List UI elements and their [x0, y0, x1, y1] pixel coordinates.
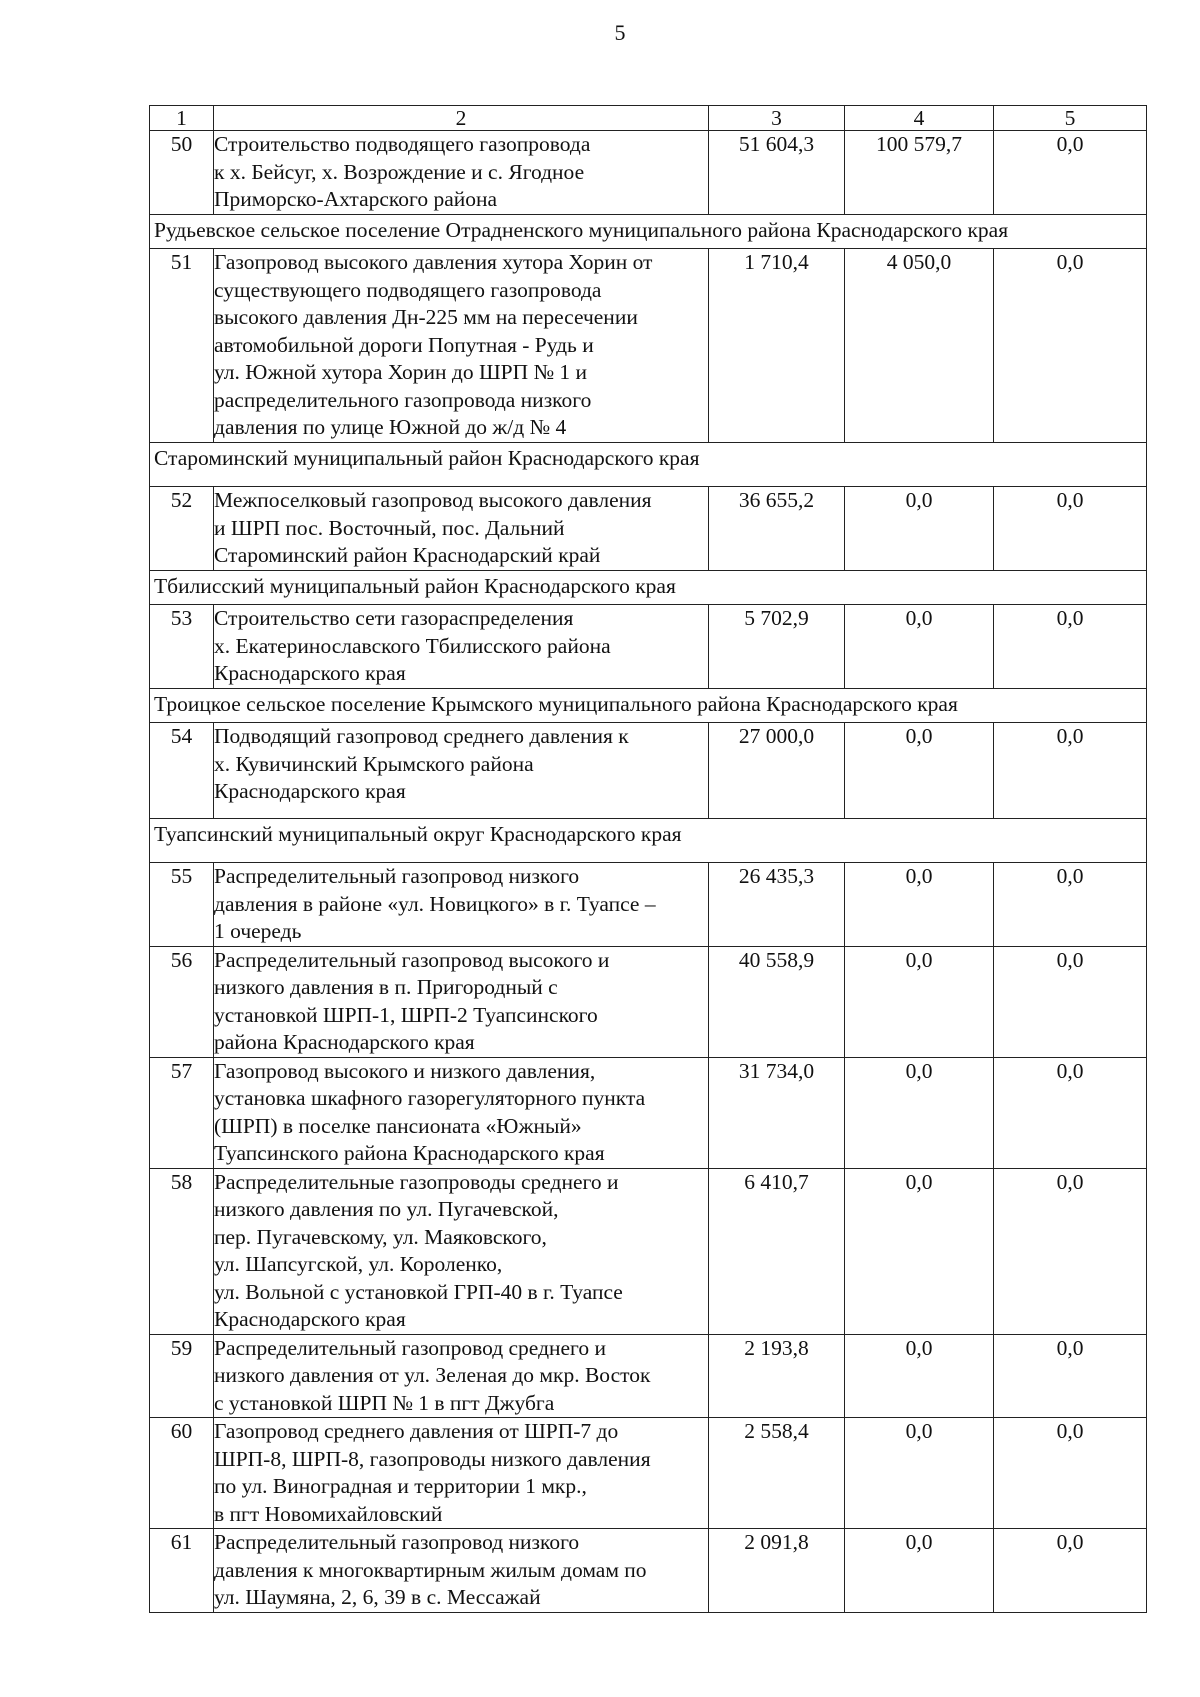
row-number: 57 [150, 1057, 214, 1168]
description-line: давления к многоквартирным жилым домам по [214, 1557, 647, 1582]
table-row [150, 1418, 1147, 1529]
description-line: высокого давления Дн-225 мм на пересечении [214, 305, 638, 329]
description-line: с установкой ШРП № 1 в пгт Джубга [214, 1390, 555, 1415]
section-title: Троицкое сельское поселение Крымского муниципального района Краснодарского края [150, 688, 1147, 723]
description-line: (ШРП) в поселке пансионата «Южный» [214, 1113, 582, 1138]
description-line: пер. Пугачевскому, ул. Маяковского, [214, 1224, 547, 1249]
object-description [214, 1168, 709, 1334]
description-line: Краснодарского края [214, 779, 406, 803]
description-line: Краснодарского края [214, 1307, 406, 1331]
column-header-row [150, 106, 1147, 131]
description-line: существующего подводящего газопровода [214, 277, 602, 302]
amount-col-3: 26 435,3 [709, 863, 845, 947]
row-number: 53 [150, 605, 214, 689]
row-number: 59 [150, 1334, 214, 1418]
gas-pipeline-table [149, 105, 1147, 1613]
section-row [150, 570, 1147, 605]
amount-col-3: 36 655,2 [709, 487, 845, 571]
table-row [150, 1057, 1147, 1168]
description-line: низкого давления по ул. Пугачевской, [214, 1197, 559, 1221]
amount-col-4: 0,0 [845, 1057, 994, 1168]
amount-col-5: 0,0 [994, 131, 1147, 215]
object-description [214, 249, 709, 443]
description-line: установка шкафного газорегуляторного пункта [214, 1086, 646, 1110]
table-row [150, 605, 1147, 689]
description-line: ШРП-8, ШРП-8, газопроводы низкого давления [214, 1446, 651, 1471]
table-body [150, 106, 1147, 1613]
description-line: Распределительный газопровод низкого [214, 864, 580, 888]
amount-col-3: 5 702,9 [709, 605, 845, 689]
description-line: Приморско-Ахтарского района [214, 187, 498, 211]
amount-col-4: 0,0 [845, 487, 994, 571]
amount-col-3: 1 710,4 [709, 249, 845, 443]
amount-col-4: 100 579,7 [845, 131, 994, 215]
section-row [150, 688, 1147, 723]
description-line: Краснодарского края [214, 661, 406, 685]
section-title: Тбилисский муниципальный район Краснодарского края [150, 570, 1147, 605]
table-row [150, 249, 1147, 443]
amount-col-3: 51 604,3 [709, 131, 845, 215]
amount-col-5: 0,0 [994, 946, 1147, 1057]
table-row [150, 1334, 1147, 1418]
amount-col-5: 0,0 [994, 249, 1147, 443]
description-line: ул. Южной хутора Хорин до ШРП № 1 и [214, 360, 588, 384]
description-line: низкого давления в п. Пригородный с [214, 975, 558, 999]
column-header: 4 [845, 106, 994, 131]
description-line: Строительство подводящего газопровода [214, 132, 591, 156]
description-line: ул. Шапсугской, ул. Короленко, [214, 1252, 503, 1276]
description-line: низкого давления от ул. Зеленая до мкр. Восток [214, 1363, 651, 1387]
description-line: Староминский район Краснодарский край [214, 543, 601, 567]
row-number: 50 [150, 131, 214, 215]
object-description [214, 1057, 709, 1168]
description-line: распределительного газопровода низкого [214, 387, 592, 412]
object-description [214, 605, 709, 689]
row-number: 51 [150, 249, 214, 443]
column-header: 3 [709, 106, 845, 131]
description-line: ул. Вольной с установкой ГРП-40 в г. Туапсе [214, 1279, 623, 1304]
column-header: 2 [214, 106, 709, 131]
table-row [150, 1168, 1147, 1334]
amount-col-3: 27 000,0 [709, 723, 845, 819]
object-description [214, 1418, 709, 1529]
description-line: Распределительный газопровод высокого и [214, 947, 610, 972]
description-line: района Краснодарского края [214, 1030, 475, 1054]
row-number: 61 [150, 1529, 214, 1613]
section-row [150, 818, 1147, 863]
page-number: 5 [614, 20, 626, 45]
section-title: Туапсинский муниципальный округ Краснодарского края [150, 818, 1147, 863]
amount-col-5: 0,0 [994, 723, 1147, 819]
object-description [214, 946, 709, 1057]
amount-col-4: 0,0 [845, 605, 994, 689]
table-row [150, 723, 1147, 819]
amount-col-5: 0,0 [994, 605, 1147, 689]
amount-col-5: 0,0 [994, 1418, 1147, 1529]
section-row [150, 442, 1147, 487]
description-line: давления в районе «ул. Новицкого» в г. Туапсе – [214, 891, 656, 916]
amount-col-3: 2 091,8 [709, 1529, 845, 1613]
amount-col-3: 31 734,0 [709, 1057, 845, 1168]
description-line: Газопровод среднего давления от ШРП-7 до [214, 1419, 619, 1443]
table-row [150, 487, 1147, 571]
section-title: Староминский муниципальный район Краснодарского края [150, 442, 1147, 487]
amount-col-5: 0,0 [994, 487, 1147, 571]
amount-col-4: 0,0 [845, 1418, 994, 1529]
column-header: 1 [150, 106, 214, 131]
section-row [150, 214, 1147, 249]
description-line: Подводящий газопровод среднего давления к [214, 724, 629, 748]
amount-col-4: 0,0 [845, 723, 994, 819]
description-line: х. Кувичинский Крымского района [214, 751, 534, 776]
row-number: 60 [150, 1418, 214, 1529]
object-description [214, 1334, 709, 1418]
amount-col-5: 0,0 [994, 1334, 1147, 1418]
description-line: автомобильной дороги Попутная - Рудь и [214, 332, 594, 357]
row-number: 58 [150, 1168, 214, 1334]
amount-col-5: 0,0 [994, 863, 1147, 947]
description-line: Межпоселковый газопровод высокого давления [214, 488, 652, 512]
amount-col-3: 40 558,9 [709, 946, 845, 1057]
row-number: 52 [150, 487, 214, 571]
table-row [150, 131, 1147, 215]
description-line: в пгт Новомихайловский [214, 1501, 443, 1526]
description-line: Распределительные газопроводы среднего и [214, 1169, 619, 1194]
section-title: Рудьевское сельское поселение Отрадненского муниципального района Краснодарского края [150, 214, 1147, 249]
amount-col-4: 0,0 [845, 863, 994, 947]
description-line: Газопровод высокого и низкого давления, [214, 1058, 596, 1083]
amount-col-4: 0,0 [845, 1529, 994, 1613]
object-description [214, 1529, 709, 1613]
amount-col-4: 4 050,0 [845, 249, 994, 443]
description-line: Распределительный газопровод низкого [214, 1530, 580, 1554]
description-line: Газопровод высокого давления хутора Хорин от [214, 250, 653, 274]
description-line: установкой ШРП-1, ШРП-2 Туапсинского [214, 1002, 598, 1027]
table-row [150, 946, 1147, 1057]
table-row [150, 863, 1147, 947]
description-line: по ул. Виноградная и территории 1 мкр., [214, 1474, 587, 1498]
amount-col-4: 0,0 [845, 1168, 994, 1334]
amount-col-3: 6 410,7 [709, 1168, 845, 1334]
amount-col-5: 0,0 [994, 1057, 1147, 1168]
amount-col-5: 0,0 [994, 1168, 1147, 1334]
description-line: Строительство сети газораспределения [214, 606, 574, 630]
description-line: ул. Шаумяна, 2, 6, 39 в с. Мессажай [214, 1585, 541, 1609]
description-line: Распределительный газопровод среднего и [214, 1335, 606, 1360]
description-line: х. Екатеринославского Тбилисского района [214, 633, 611, 658]
row-number: 55 [150, 863, 214, 947]
amount-col-3: 2 558,4 [709, 1418, 845, 1529]
row-number: 54 [150, 723, 214, 819]
description-line: и ШРП пос. Восточный, пос. Дальний [214, 515, 565, 540]
amount-col-5: 0,0 [994, 1529, 1147, 1613]
description-line: Туапсинского района Краснодарского края [214, 1141, 605, 1165]
table-row [150, 1529, 1147, 1613]
row-number: 56 [150, 946, 214, 1057]
column-header: 5 [994, 106, 1147, 131]
object-description [214, 131, 709, 215]
amount-col-4: 0,0 [845, 946, 994, 1057]
object-description [214, 723, 709, 819]
object-description [214, 487, 709, 571]
object-description [214, 863, 709, 947]
amount-col-4: 0,0 [845, 1334, 994, 1418]
description-line: давления по улице Южной до ж/д № 4 [214, 415, 567, 439]
description-line: 1 очередь [214, 919, 302, 943]
amount-col-3: 2 193,8 [709, 1334, 845, 1418]
description-line: к х. Бейсуг, х. Возрождение и с. Ягодное [214, 159, 585, 184]
